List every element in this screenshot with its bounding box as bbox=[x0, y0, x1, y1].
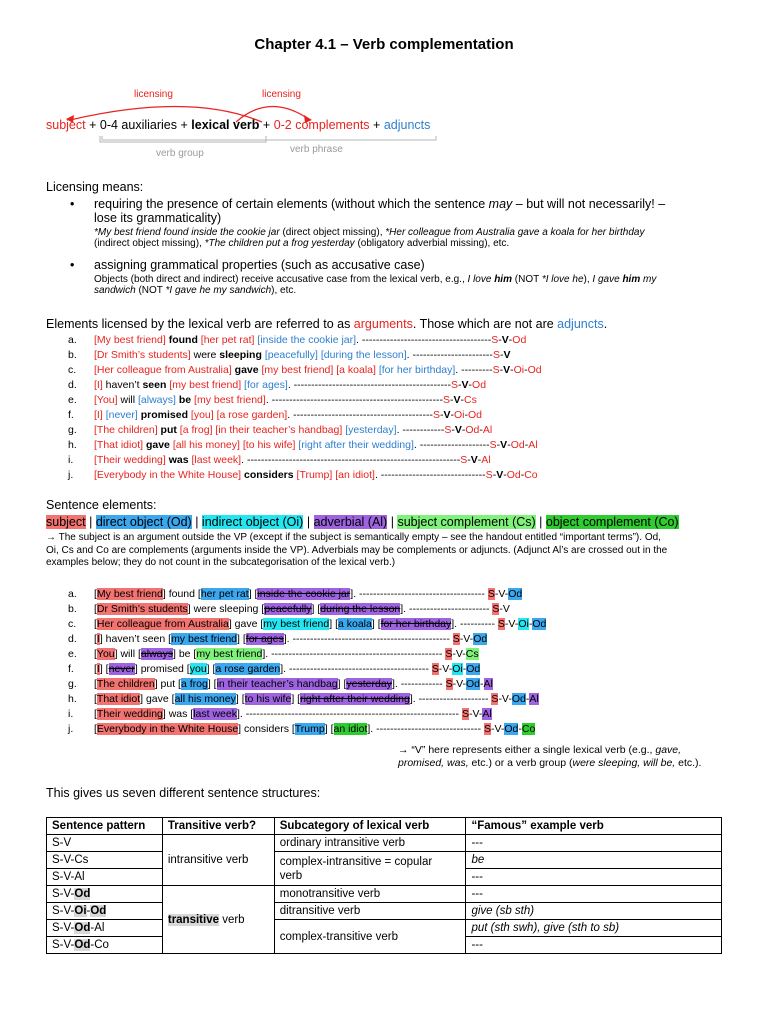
example-1-h: h. [That idiot] gave [all his money] [to his wife] [right after their wedding]. --------------------S-V-Od-Al bbox=[68, 439, 538, 451]
table-row bbox=[47, 903, 722, 920]
diagram-auxiliaries: 0-4 auxiliaries bbox=[99, 118, 178, 132]
table-cell-example: --- bbox=[466, 835, 722, 852]
table-row bbox=[47, 920, 722, 937]
sentence-elements-note: → The subject is an argument outside the VP (except if the subject is semantically empty – see the handout entitled “important terms”). Od, Oi, Cs and Co are complements (arguments inside the VP). Adverbials may be complements or adjuncts. (Adjunct Al’s are crossed out in the examples below; they do not count in the subcategorisation of the lexical verb.) bbox=[46, 532, 668, 568]
table-cell-transitivity: intransitive verb bbox=[162, 835, 274, 886]
diagram-formula: subject + 0-4 auxiliaries + lexical verb + 0-2 complements + adjuncts bbox=[46, 118, 431, 132]
table-cell-pattern: S-V-Od-Al bbox=[47, 920, 163, 937]
example-2-i: i. [Their wedding] was [last week]. ------------------------------------------------------------- S-V-Al bbox=[68, 708, 492, 720]
legend-adverbial: adverbial (Al) bbox=[313, 515, 388, 529]
example-1-j: j. [Everybody in the White House] considers [Trump] [an idiot]. ------------------------------S-V-Od-Co bbox=[68, 469, 538, 481]
page-title: Chapter 4.1 – Verb complementation bbox=[254, 36, 514, 53]
licensing-label-left: licensing bbox=[134, 89, 173, 100]
table-cell-subcategory: ditransitive verb bbox=[274, 903, 466, 920]
table-row bbox=[47, 835, 722, 852]
table-header: Sentence pattern bbox=[47, 818, 163, 835]
example-1-d: d. [I] haven’t seen [my best friend] [for ages]. ---------------------------------------------S-V-Od bbox=[68, 379, 487, 391]
diagram-adjuncts: adjuncts bbox=[383, 118, 431, 132]
example-1-g: g. [The children] put [a frog] [in their teacher’s handbag] [yesterday]. ------------S-V-Od-Al bbox=[68, 424, 493, 436]
example-2-d: d. [I] haven’t seen [my best friend] [for ages]. --------------------------------------------- S-V-Od bbox=[68, 633, 488, 645]
arguments-definition: Elements licensed by the lexical verb are referred to as arguments. Those which are not are adjuncts. bbox=[46, 317, 608, 331]
table-cell-subcategory: complex-transitive verb bbox=[274, 920, 466, 954]
table-cell-pattern: S-V bbox=[47, 835, 163, 852]
legend-subject: subject bbox=[46, 515, 86, 529]
verb-group-label: verb group bbox=[156, 148, 204, 159]
licensing-bullet-2: • assigning grammatical properties (such as accusative case) Objects (both direct and indirect) receive accusative case from the lexical verb, e.g., I love him (NOT *I love he), I gave him my sandwich (NOT *I gave he my sandwich), etc. bbox=[70, 258, 657, 296]
example-2-b: b. [Dr Smith’s students] were sleeping [peacefully] [during the lesson]. ----------------------- S-V bbox=[68, 603, 510, 615]
seven-structures-intro: This gives us seven different sentence structures: bbox=[46, 786, 321, 800]
example-1-b: b. [Dr Smith’s students] were sleeping [peacefully] [during the lesson]. -----------------------S-V bbox=[68, 349, 511, 361]
diagram-lexical-verb: lexical verb bbox=[191, 118, 260, 132]
table-cell-subcategory: ordinary intransitive verb bbox=[274, 835, 466, 852]
table-cell-subcategory: monotransitive verb bbox=[274, 886, 466, 903]
table-row bbox=[47, 886, 722, 903]
example-1-e: e. [You] will [always] be [my best friend]. -------------------------------------------------S-V-Cs bbox=[68, 394, 477, 406]
example-2-f: f. [I] [never] promised [you] [a rose garden]. ---------------------------------------- S-V-Oi-Od bbox=[68, 663, 481, 675]
sentence-elements-heading: Sentence elements: bbox=[46, 498, 157, 512]
table-cell-example: --- bbox=[466, 937, 722, 954]
table-header: Transitive verb? bbox=[162, 818, 274, 835]
example-2-a: a. [My best friend] found [her pet rat] [inside the cookie jar]. ------------------------------------ S-V-Od bbox=[68, 588, 523, 600]
table-cell-example: be bbox=[466, 852, 722, 869]
v-note: → “V” here represents either a single lexical verb (e.g., gave, promised, was, etc.) or a verb group (were sleeping, will be, etc.). bbox=[398, 744, 702, 769]
example-2-j: j. [Everybody in the White House] considers [Trump] [an idiot]. ------------------------------ S-V-Od-Co bbox=[68, 723, 536, 735]
legend-object-complement: object complement (Co) bbox=[545, 515, 679, 529]
table-cell-pattern: S-V-Al bbox=[47, 869, 163, 886]
licensing-bullet-1: • requiring the presence of certain elements (without which the sentence may – but will not necessarily! – lose its grammaticality) *My best friend found inside the cookie jar (direct object missing), *Her colleague from Australia gave a koala for her birthday (indirect object missing), *The children put a frog yesterday (obligatory adverbial missing), etc. bbox=[70, 197, 666, 249]
table-header: “Famous” example verb bbox=[466, 818, 722, 835]
diagram-complements: 0-2 complements bbox=[273, 118, 370, 132]
table-cell-transitivity: transitive verb bbox=[162, 886, 274, 954]
legend-direct-object: direct object (Od) bbox=[95, 515, 192, 529]
table-cell-example: --- bbox=[466, 869, 722, 886]
example-2-g: g. [The children] put [a frog] [in their teacher’s handbag] [yesterday]. ------------ S-V-Od-Al bbox=[68, 678, 493, 690]
sentence-pattern-table bbox=[46, 817, 722, 954]
arguments-term: arguments bbox=[353, 317, 413, 331]
legend-subject-complement: subject complement (Cs) bbox=[397, 515, 536, 529]
example-1-a: a. [My best friend] found [her pet rat] [inside the cookie jar]. -------------------------------------S-V-Od bbox=[68, 334, 527, 346]
legend-indirect-object: indirect object (Oi) bbox=[201, 515, 304, 529]
sentence-elements-legend: subject | direct object (Od) | indirect object (Oi) | adverbial (Al) | subject complement (Cs) | object complement (Co) bbox=[46, 515, 679, 529]
table-cell-example: give (sb sth) bbox=[466, 903, 722, 920]
verb-complementation-diagram bbox=[40, 86, 480, 166]
table-header-row bbox=[47, 818, 722, 835]
table-cell-pattern: S-V-Od bbox=[47, 886, 163, 903]
licensing-label-right: licensing bbox=[262, 89, 301, 100]
table-cell-pattern: S-V-Od-Co bbox=[47, 937, 163, 954]
example-2-c: c. [Her colleague from Australia] gave [my best friend] [a koala] [for her birthday]. ---------- S-V-Oi-Od bbox=[68, 618, 547, 630]
example-1-f: f. [I] [never] promised [you] [a rose garden]. ----------------------------------------S-V-Oi-Od bbox=[68, 409, 482, 421]
example-1-c: c. [Her colleague from Australia] gave [my best friend] [a koala] [for her birthday]. ---------S-V-Oi-Od bbox=[68, 364, 542, 376]
example-2-h: h. [That idiot] gave [all his money] [to his wife] [right after their wedding]. -------------------- S-V-Od-Al bbox=[68, 693, 539, 705]
diagram-subject: subject bbox=[46, 118, 86, 132]
licensing-heading: Licensing means: bbox=[46, 180, 144, 194]
bullet-dot: • bbox=[70, 258, 75, 272]
adjuncts-term: adjuncts bbox=[557, 317, 604, 331]
table-row bbox=[47, 852, 722, 869]
table-header: Subcategory of lexical verb bbox=[274, 818, 466, 835]
table-cell-example: --- bbox=[466, 886, 722, 903]
table-cell-example: put (sth swh), give (sth to sb) bbox=[466, 920, 722, 937]
example-2-e: e. [You] will [always] be [my best friend]. ------------------------------------------------- S-V-Cs bbox=[68, 648, 479, 660]
verb-phrase-label: verb phrase bbox=[290, 144, 343, 155]
example-1-i: i. [Their wedding] was [last week]. -------------------------------------------------------------S-V-Al bbox=[68, 454, 491, 466]
bullet-dot: • bbox=[70, 197, 75, 211]
table-cell-pattern: S-V-Oi-Od bbox=[47, 903, 163, 920]
table-cell-pattern: S-V-Cs bbox=[47, 852, 163, 869]
table-cell-subcategory: complex-intransitive = copular verb bbox=[274, 852, 466, 886]
